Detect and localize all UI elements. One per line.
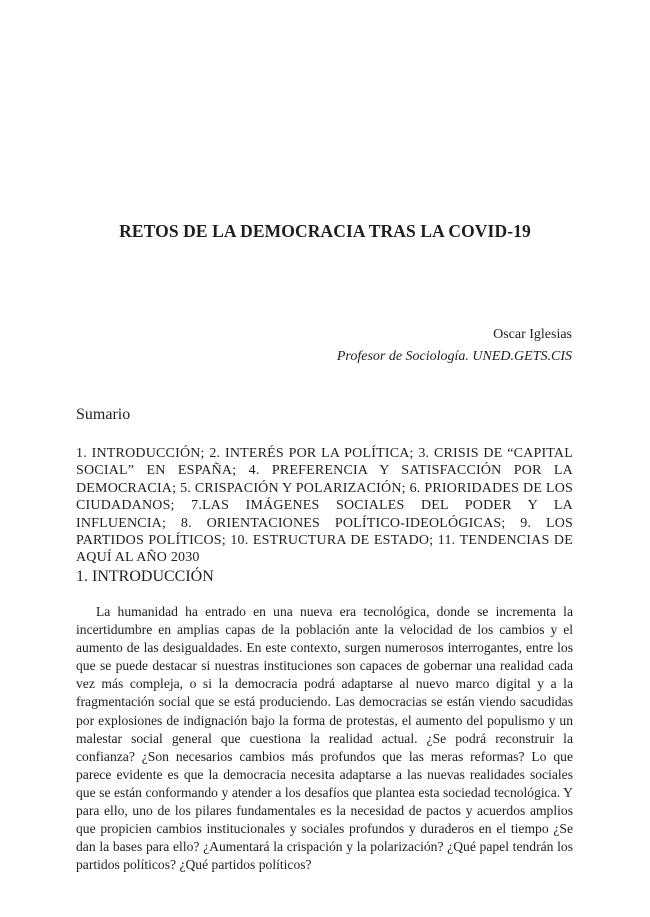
author-affiliation: Profesor de Sociología. UNED.GETS.CIS — [336, 349, 572, 364]
document-title: RETOS DE LA DEMOCRACIA TRAS LA COVID-19 — [119, 221, 531, 241]
section-heading: 1. INTRODUCCIÓN — [76, 568, 214, 585]
author-name: Oscar Iglesias — [493, 327, 572, 342]
summary-heading: Sumario — [76, 406, 131, 423]
summary-text: 1. INTRODUCCIÓN; 2. INTERÉS POR LA POLÍTICA; 3. CRISIS DE “CAPITAL SOCIAL” EN ESPAÑA; 4. PREFERENCIA Y SATISFACCIÓN POR LA DEMOCRACIA; 5. CRISPACIÓN Y POLARIZACIÓN; 6. PRIORIDADES DE LOS CIUDADANOS; 7.LAS IMÁGENES SOCIALES DEL PODER Y LA INFLUENCIA; 8. ORIENTACIONES POLÍTICO-IDEOLÓGICAS; 9. LOS PARTIDOS POLÍTICOS; 10. ESTRUCTURA DE ESTADO; 11. TENDENCIAS DE AQUÍ AL AÑO 2030 — [76, 446, 573, 566]
author-block — [337, 324, 572, 368]
body-paragraph: La humanidad ha entrado en una nueva era tecnológica, donde se incrementa la incertidumbre en amplias capas de la población ante la velocidad de los cambios y el aumento de las desigualdades. En este contexto, surgen numerosos interrogantes, entre los que se puede destacar si nuestras instituciones son capaces de gobernar una realidad cada vez más compleja, o si la democracia podrá adaptarse al nuevo marco digital y a la fragmentación social que se está produciendo. Las democracias se están viendo sacudidas por explosiones de indignación bajo la forma de protestas, el aumento del populismo y un malestar social general que cuestiona la realidad actual. ¿Se podrá reconstruir la confianza? ¿Son necesarios cambios más profundos que las meras reformas? Lo que parece evidente es que la democracia necesita adaptarse a las nuevas realidades sociales que se están conformando y atender a los desafíos que plantea esta sociedad tecnológica. Y para ello, uno de los pilares fundamentales es la necesidad de pactos y acuerdos amplios que propicien cambios institucionales y sociales profundos y duraderos en el tiempo ¿Se dan la bases para ello? ¿Aumentará la crispación y la polarización? ¿Qué papel tendrán los partidos políticos? ¿Qué partidos políticos? — [76, 604, 573, 873]
